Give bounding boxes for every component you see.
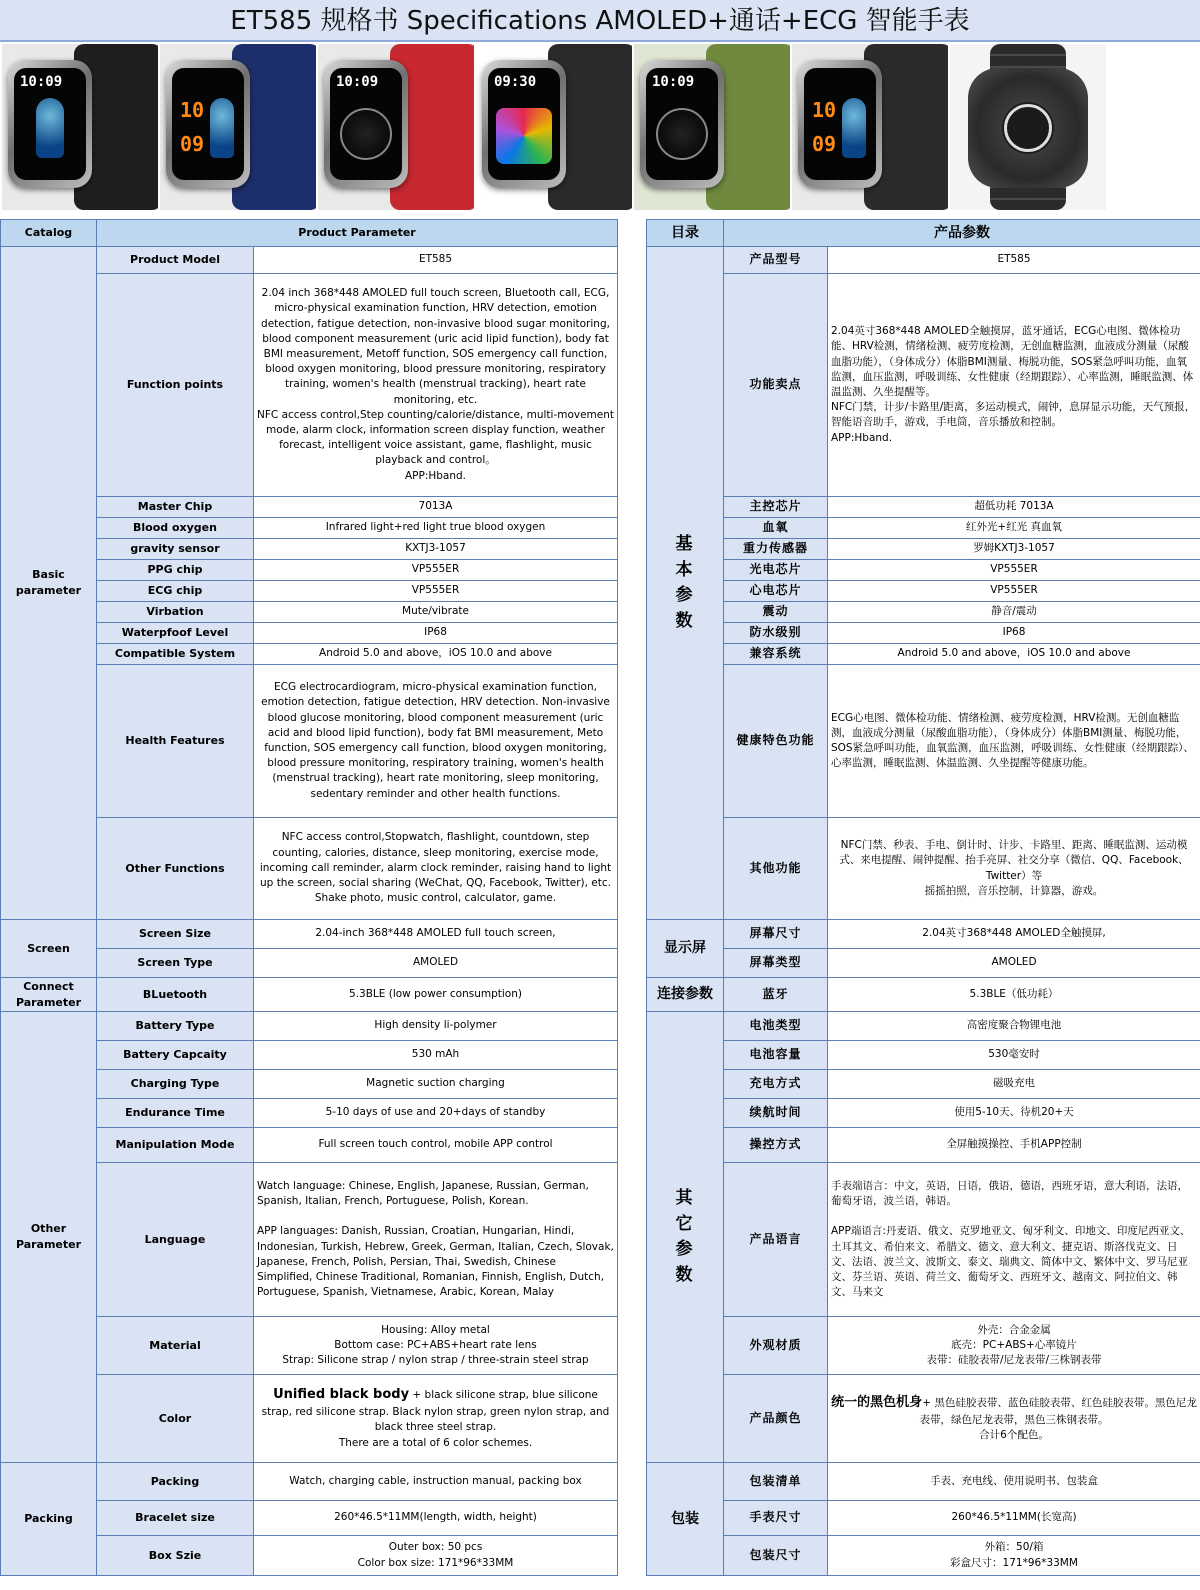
label-batcap: 电池容量 (724, 1041, 828, 1070)
value-screensize: 2.04英寸368*448 AMOLED全触摸屏, (828, 920, 1200, 949)
label-screentype: Screen Type (97, 949, 254, 978)
group-other: Other Parameter (1, 1012, 97, 1463)
value-ppg: VP555ER (828, 560, 1200, 581)
watch-minute-text: 09 (812, 132, 837, 156)
label-box: 包装尺寸 (724, 1536, 828, 1576)
label-endurance: 续航时间 (724, 1099, 828, 1128)
label-oxygen: Blood oxygen (97, 518, 254, 539)
label-material: 外观材质 (724, 1317, 828, 1375)
label-model: Product Model (97, 247, 254, 274)
spec-row-packing (1, 1463, 618, 1501)
spec-row-health (647, 665, 1200, 818)
label-box: Box Szie (97, 1536, 254, 1576)
watch-screen (488, 68, 560, 180)
group-screen: Screen (1, 920, 97, 978)
label-packing: Packing (97, 1463, 254, 1501)
analog-dial (340, 108, 392, 160)
value-color (254, 1375, 618, 1463)
value-manipulation: Full screen touch control, mobile APP control (254, 1128, 618, 1163)
label-language: Language (97, 1163, 254, 1317)
spec-row-battype (647, 1012, 1200, 1041)
product-image-gallery (0, 42, 1200, 214)
group-packing: 包装 (647, 1463, 724, 1576)
app-grid-graphic (496, 108, 552, 164)
label-model: 产品型号 (724, 247, 828, 274)
value-batcap: 530毫安时 (828, 1041, 1200, 1070)
spec-table-chinese (646, 219, 1200, 1576)
value-health: ECG心电图、微体检功能、情绪检测、疲劳度检测，HRV检测。无创血糖监测，血液成分测量（尿酸血脂功能），（身体成分）体脂BMI测量、梅脱功能，SOS紧急呼叫功能，血氧监测，血压监测，呼吸训练、女性健康（经期跟踪）、心率监测，睡眠监测、体温监测、久坐提醒等健康功能。 (828, 665, 1200, 818)
value-system: Android 5.0 and above，iOS 10.0 and above (254, 644, 618, 665)
label-vibration: 震动 (724, 602, 828, 623)
value-gravity: KXTJ3-1057 (254, 539, 618, 560)
header-product-parameter: Product Parameter (97, 220, 618, 247)
spec-row-manipulation (647, 1128, 1200, 1163)
spec-row-screensize (647, 920, 1200, 949)
label-manipulation: 操控方式 (724, 1128, 828, 1163)
spec-row-model (647, 247, 1200, 274)
value-batcap: 530 mAh (254, 1041, 618, 1070)
spec-row-otherfunc (647, 818, 1200, 920)
spec-row-model (1, 247, 618, 274)
watch-photo-7 (950, 44, 1106, 210)
label-waterproof: 防水级别 (724, 623, 828, 644)
label-ppg: 光电芯片 (724, 560, 828, 581)
watch-minute-text: 09 (180, 132, 205, 156)
value-packing: Watch, charging cable, instruction manual, packing box (254, 1463, 618, 1501)
label-waterproof: Waterpfoof Level (97, 623, 254, 644)
value-gravity: 罗姆KXTJ3-1057 (828, 539, 1200, 560)
value-bracelet: 260*46.5*11MM(长宽高) (828, 1501, 1200, 1536)
color-detail-text: + black silicone strap, blue silicone strap, red silicone strap. Black nylon strap, green nylon strap, and black three steel strap. There are a total of 6 color schemes. (261, 1389, 610, 1449)
label-bluetooth: BLuetooth (97, 978, 254, 1012)
value-oxygen: 红外光+红光 真血氧 (828, 518, 1200, 539)
spec-row-ppg (647, 560, 1200, 581)
value-battype: 高密度聚合物锂电池 (828, 1012, 1200, 1041)
label-bracelet: 手表尺寸 (724, 1501, 828, 1536)
value-ecg: VP555ER (254, 581, 618, 602)
label-chip: Master Chip (97, 497, 254, 518)
spec-row-language (647, 1163, 1200, 1317)
value-box: 外箱：50/箱 彩盒尺寸：171*96*33MM (828, 1536, 1200, 1576)
value-waterproof: IP68 (254, 623, 618, 644)
value-charging: Magnetic suction charging (254, 1070, 618, 1099)
group-screen: 显示屏 (647, 920, 724, 978)
value-health: ECG electrocardiogram, micro-physical examination function, emotion detection, fatigue detection, HRV detection. Non-invasive blood glucose monitoring, blood component measurement (uric acid and blood lipid function), body fat BMI measurement, Meto function, SOS emergency call function, blood oxygen monitoring, blood pressure monitoring, respiratory training, women's health (menstrual tracking), heart rate monitoring, sleep monitoring, sedentary reminder and other health functions. (254, 665, 618, 818)
label-material: Material (97, 1317, 254, 1375)
label-gravity: gravity sensor (97, 539, 254, 560)
spec-row-system (647, 644, 1200, 665)
spec-row-bluetooth (1, 978, 618, 1012)
spec-row-box (647, 1536, 1200, 1576)
label-screensize: Screen Size (97, 920, 254, 949)
group-packing: Packing (1, 1463, 97, 1576)
value-chip: 7013A (254, 497, 618, 518)
value-screensize: 2.04-inch 368*448 AMOLED full touch screen, (254, 920, 618, 949)
value-packing: 手表、充电线、使用说明书、包装盒 (828, 1463, 1200, 1501)
value-bluetooth: 5.3BLE (low power consumption) (254, 978, 618, 1012)
spec-row-color (647, 1375, 1200, 1463)
header-catalog: Catalog (1, 220, 97, 247)
value-vibration: 静音/震动 (828, 602, 1200, 623)
label-screensize: 屏幕尺寸 (724, 920, 828, 949)
spec-row-batcap (647, 1041, 1200, 1070)
label-charging: Charging Type (97, 1070, 254, 1099)
label-batcap: Battery Capcaity (97, 1041, 254, 1070)
watch-photo-6 (792, 44, 948, 210)
spec-row-chip (647, 497, 1200, 518)
spec-row-bluetooth (647, 978, 1200, 1012)
value-bracelet: 260*46.5*11MM(length, width, height) (254, 1501, 618, 1536)
spec-row-battype (1, 1012, 618, 1041)
watch-screen (172, 68, 244, 180)
watch-screen (804, 68, 876, 180)
value-chip: 超低功耗 7013A (828, 497, 1200, 518)
label-battype: Battery Type (97, 1012, 254, 1041)
label-function: Function points (97, 274, 254, 497)
spec-row-bracelet (647, 1501, 1200, 1536)
value-material: 外壳：合金金属 底壳：PC+ABS+心率镜片 表带：硅胶表带/尼龙表带/三株钢表带 (828, 1317, 1200, 1375)
label-ppg: PPG chip (97, 560, 254, 581)
watch-photo-5 (634, 44, 790, 210)
label-bluetooth: 蓝牙 (724, 978, 828, 1012)
analog-dial (656, 108, 708, 160)
watch-screen (646, 68, 718, 180)
label-bracelet: Bracelet size (97, 1501, 254, 1536)
spec-row-packing (647, 1463, 1200, 1501)
label-gravity: 重力传感器 (724, 539, 828, 560)
value-endurance: 使用5-10天、待机20+天 (828, 1099, 1200, 1128)
spec-row-oxygen (647, 518, 1200, 539)
value-manipulation: 全屏触摸操控、手机APP控制 (828, 1128, 1200, 1163)
label-color: Color (97, 1375, 254, 1463)
label-health: 健康特色功能 (724, 665, 828, 818)
group-other: 其 它 参 数 (647, 1012, 724, 1463)
value-color (828, 1375, 1200, 1463)
label-manipulation: Manipulation Mode (97, 1128, 254, 1163)
value-language: 手表端语言：中文，英语，日语，俄语，德语，西班牙语，意大利语，法语，葡萄牙语，波兰语，韩语。 APP端语言:丹麦语、俄文、克罗地亚文、匈牙利文、印地文、印度尼西亚文、土耳其文、希伯来文、希腊文、德文、意大利文、捷克语、斯洛伐克文、日文、法语、波兰文、波斯文、泰文、瑞典文、简体中文、繁体中文、罗马尼亚文、芬兰语、英语、荷兰文、葡萄牙文、西班牙文、越南文、阿拉伯文、韩文、马来文 (828, 1163, 1200, 1317)
label-ecg: 心电芯片 (724, 581, 828, 602)
label-charging: 充电方式 (724, 1070, 828, 1099)
spec-table-english (0, 219, 618, 1576)
value-charging: 磁吸充电 (828, 1070, 1200, 1099)
watch-photo-2 (160, 44, 316, 210)
color-lead-text: 统一的黑色机身 (831, 1394, 923, 1410)
watch-time-text: 10:09 (652, 74, 695, 90)
value-material: Housing: Alloy metal Bottom case: PC+ABS+heart rate lens Strap: Silicone strap / nylon strap / three-strain steel strap (254, 1317, 618, 1375)
watch-hour-text: 10 (180, 98, 205, 122)
watch-time-text: 10:09 (336, 74, 379, 90)
value-vibration: Mute/vibrate (254, 602, 618, 623)
color-lead-text: Unified black body (273, 1387, 410, 1403)
header-product-parameter: 产品参数 (724, 220, 1200, 247)
spec-row-ecg (647, 581, 1200, 602)
color-detail-text: + 黑色硅胶表带、蓝色硅胶表带、红色硅胶表带。黑色尼龙表带，绿色尼龙表带，黑色三株钢表带。 合计6个配色。 (919, 1396, 1197, 1441)
group-connect: Connect Parameter (1, 978, 97, 1012)
spec-row-function (647, 274, 1200, 497)
value-model: ET585 (254, 247, 618, 274)
watch-photo-3 (318, 44, 474, 210)
value-waterproof: IP68 (828, 623, 1200, 644)
label-system: 兼容系统 (724, 644, 828, 665)
label-language: 产品语言 (724, 1163, 828, 1317)
spec-row-charging (647, 1070, 1200, 1099)
value-endurance: 5-10 days of use and 20+days of standby (254, 1099, 618, 1128)
label-oxygen: 血氧 (724, 518, 828, 539)
value-ecg: VP555ER (828, 581, 1200, 602)
group-connect: 连接参数 (647, 978, 724, 1012)
value-oxygen: Infrared light+red light true blood oxygen (254, 518, 618, 539)
body-scan-graphic (210, 98, 234, 158)
label-vibration: Virbation (97, 602, 254, 623)
body-scan-graphic (36, 98, 64, 158)
value-model: ET585 (828, 247, 1200, 274)
label-color: 产品颜色 (724, 1375, 828, 1463)
header-catalog: 目录 (647, 220, 724, 247)
value-box: Outer box: 50 pcs Color box size: 171*96*33MM (254, 1536, 618, 1576)
body-scan-graphic (842, 98, 866, 158)
value-function: 2.04 inch 368*448 AMOLED full touch screen, Bluetooth call, ECG, micro-physical examination function, HRV detection, emotion detection, fatigue detection, non-invasive blood sugar monitoring, blood component measurement (uric acid lipid function), body fat BMI measurement, Metoff function, SOS emergency call function, blood oxygen monitoring, blood pressure monitoring, respiratory training, women's health (menstrual tracking), heart rate monitoring, etc. NFC access control,Step counting/calorie/distance, multi-movement mode, alarm clock, information screen display function, weather forecast, intelligent voice assistant, game, flashlight, music playback and control。 APP:Hband. (254, 274, 618, 497)
label-packing: 包装清单 (724, 1463, 828, 1501)
page-title: ET585 规格书 Specifications AMOLED+通话+ECG 智能手表 (0, 0, 1200, 42)
watch-screen (14, 68, 86, 180)
spec-row-material (647, 1317, 1200, 1375)
value-screentype: AMOLED (828, 949, 1200, 978)
label-screentype: 屏幕类型 (724, 949, 828, 978)
group-basic: Basic parameter (1, 247, 97, 920)
value-screentype: AMOLED (254, 949, 618, 978)
value-ppg: VP555ER (254, 560, 618, 581)
watch-screen (330, 68, 402, 180)
label-chip: 主控芯片 (724, 497, 828, 518)
label-function: 功能卖点 (724, 274, 828, 497)
watch-rear-sensor (968, 68, 1088, 188)
watch-photo-1 (2, 44, 158, 210)
spec-row-vibration (647, 602, 1200, 623)
value-bluetooth: 5.3BLE（低功耗） (828, 978, 1200, 1012)
spec-row-gravity (647, 539, 1200, 560)
label-otherfunc: Other Functions (97, 818, 254, 920)
label-battype: 电池类型 (724, 1012, 828, 1041)
watch-time-text: 10:09 (20, 74, 63, 90)
spec-row-screentype (647, 949, 1200, 978)
watch-time-text: 09:30 (494, 74, 537, 90)
value-language: Watch language: Chinese, English, Japanese, Russian, German, Spanish, Italian, French, Portuguese, Polish, Korean. APP languages: Danish, Russian, Croatian, Hungarian, Hindi, Indonesian, Turkish, Hebrew, Greek, German, Italian, Czech, Slovak, Japanese, French, Polish, Persian, Thai, Swedish, Chinese Simplified, Chinese Traditional, Romanian, Finnish, English, Dutch, Portuguese, Spanish, Vietnamese, Arabic, Korean, Malay (254, 1163, 618, 1317)
value-function: 2.04英寸368*448 AMOLED全触摸屏，蓝牙通话，ECG心电图、微体检功能、HRV检测，情绪检测、疲劳度检测，无创血糖监测，血液成分测量（尿酸血脂功能），（身体成分）体脂BMI测量、梅脱功能，SOS紧急呼叫功能，血氧监测，血压监测，呼吸训练、女性健康（经期跟踪）、心率监测，睡眠监测、体温监测、久坐提醒等。 NFC门禁，计步/卡路里/距离，多运动模式，闹钟，息屏显示功能，天气预报，智能语音助手，游戏，手电筒，音乐播放和控制。 APP:Hband. (828, 274, 1200, 497)
label-otherfunc: 其他功能 (724, 818, 828, 920)
spec-row-screensize (1, 920, 618, 949)
sensor-ring (1004, 104, 1052, 152)
label-ecg: ECG chip (97, 581, 254, 602)
label-health: Health Features (97, 665, 254, 818)
value-otherfunc: NFC access control,Stopwatch, flashlight, countdown, step counting, calories, distance, sleep monitoring, exercise mode, incoming call reminder, alarm clock reminder, raising hand to light up the screen, social sharing (WeChat, QQ, Facebook, Twitter), etc. Shake photo, music control, calculator, game. (254, 818, 618, 920)
label-system: Compatible System (97, 644, 254, 665)
spec-row-waterproof (647, 623, 1200, 644)
value-otherfunc: NFC门禁、秒表、手电、倒计时、计步、卡路里、距离、睡眠监测、运动模式、来电提醒、闹钟提醒、抬手亮屏、社交分享（微信、QQ、Facebook、Twitter）等 摇摇拍照，音乐控制，计算器，游戏。 (828, 818, 1200, 920)
spec-row-endurance (647, 1099, 1200, 1128)
watch-photo-4 (476, 44, 632, 210)
watch-hour-text: 10 (812, 98, 837, 122)
value-system: Android 5.0 and above，iOS 10.0 and above (828, 644, 1200, 665)
value-battype: High density li-polymer (254, 1012, 618, 1041)
label-endurance: Endurance Time (97, 1099, 254, 1128)
group-basic: 基 本 参 数 (647, 247, 724, 920)
